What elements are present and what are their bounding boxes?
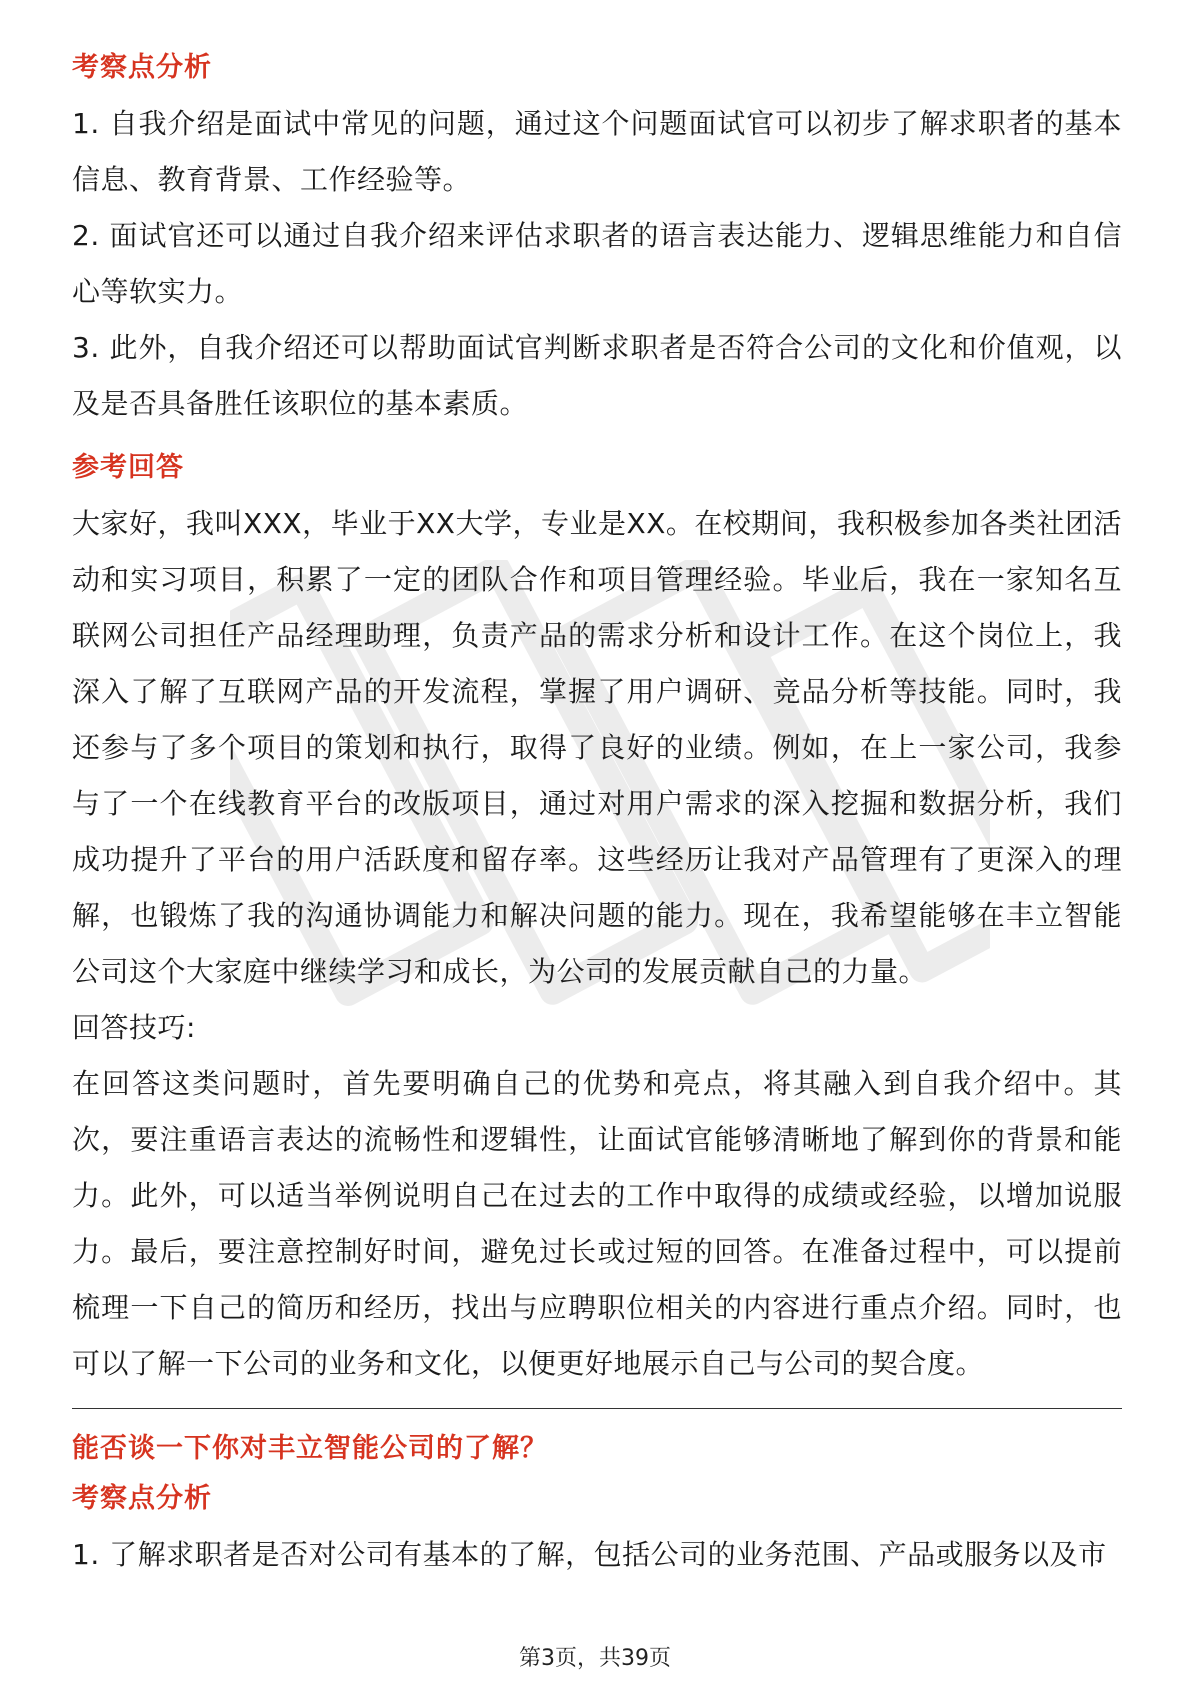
- answer-heading: 参考回答: [72, 452, 184, 483]
- section-divider: [72, 1408, 1122, 1409]
- question-title: 能否谈一下你对丰立智能公司的了解？: [72, 1433, 548, 1464]
- analysis-item-next: 1. 了解求职者是否对公司有基本的了解，包括公司的业务范围、产品或服务以及市: [72, 1538, 1107, 1571]
- analysis-heading-2: 考察点分析: [72, 1483, 212, 1514]
- analysis-item-3: 3. 此外，自我介绍还可以帮助面试官判断求职者是否符合公司的文化和价值观，以及是否具备胜任该职位的基本素质。: [72, 331, 1122, 420]
- analysis-item-1: 1. 自我介绍是面试中常见的问题，通过这个问题面试官可以初步了解求职者的基本信息、教育背景、工作经验等。: [72, 107, 1122, 196]
- tips-label: 回答技巧:: [72, 1011, 196, 1044]
- analysis-heading: 考察点分析: [72, 52, 212, 83]
- answer-text: 大家好，我叫XXX，毕业于XX大学，专业是XX。在校期间，我积极参加各类社团活动和实习项目，积累了一定的团队合作和项目管理经验。毕业后，我在一家知名互联网公司担任产品经理助理，负责产品的需求分析和设计工作。在这个岗位上，我深入了解了互联网产品的开发流程，掌握了用户调研、竞品分析等技能。同时，我还参与了多个项目的策划和执行，取得了良好的业绩。例如，在上一家公司，我参与了一个在线教育平台的改版项目，通过对用户需求的深入挖掘和数据分析，我们成功提升了平台的用户活跃度和留存率。这些经历让我对产品管理有了更深入的理解，也锻炼了我的沟通协调能力和解决问题的能力。现在，我希望能够在丰立智能公司这个大家庭中继续学习和成长，为公司的发展贡献自己的力量。: [72, 507, 1122, 988]
- main-content: [72, 48, 1122, 1583]
- page-number: 第3页，共39页: [519, 1646, 671, 1671]
- analysis-item-2: 2. 面试官还可以通过自我介绍来评估求职者的语言表达能力、逻辑思维能力和自信心等软实力。: [72, 219, 1122, 308]
- tips-text: 在回答这类问题时，首先要明确自己的优势和亮点，将其融入到自我介绍中。其次，要注重语言表达的流畅性和逻辑性，让面试官能够清晰地了解到你的背景和能力。此外，可以适当举例说明自己在过去的工作中取得的成绩或经验，以增加说服力。最后，要注意控制好时间，避免过长或过短的回答。在准备过程中，可以提前梳理一下自己的简历和经历，找出与应聘职位相关的内容进行重点介绍。同时，也可以了解一下公司的业务和文化，以便更好地展示自己与公司的契合度。: [72, 1067, 1122, 1380]
